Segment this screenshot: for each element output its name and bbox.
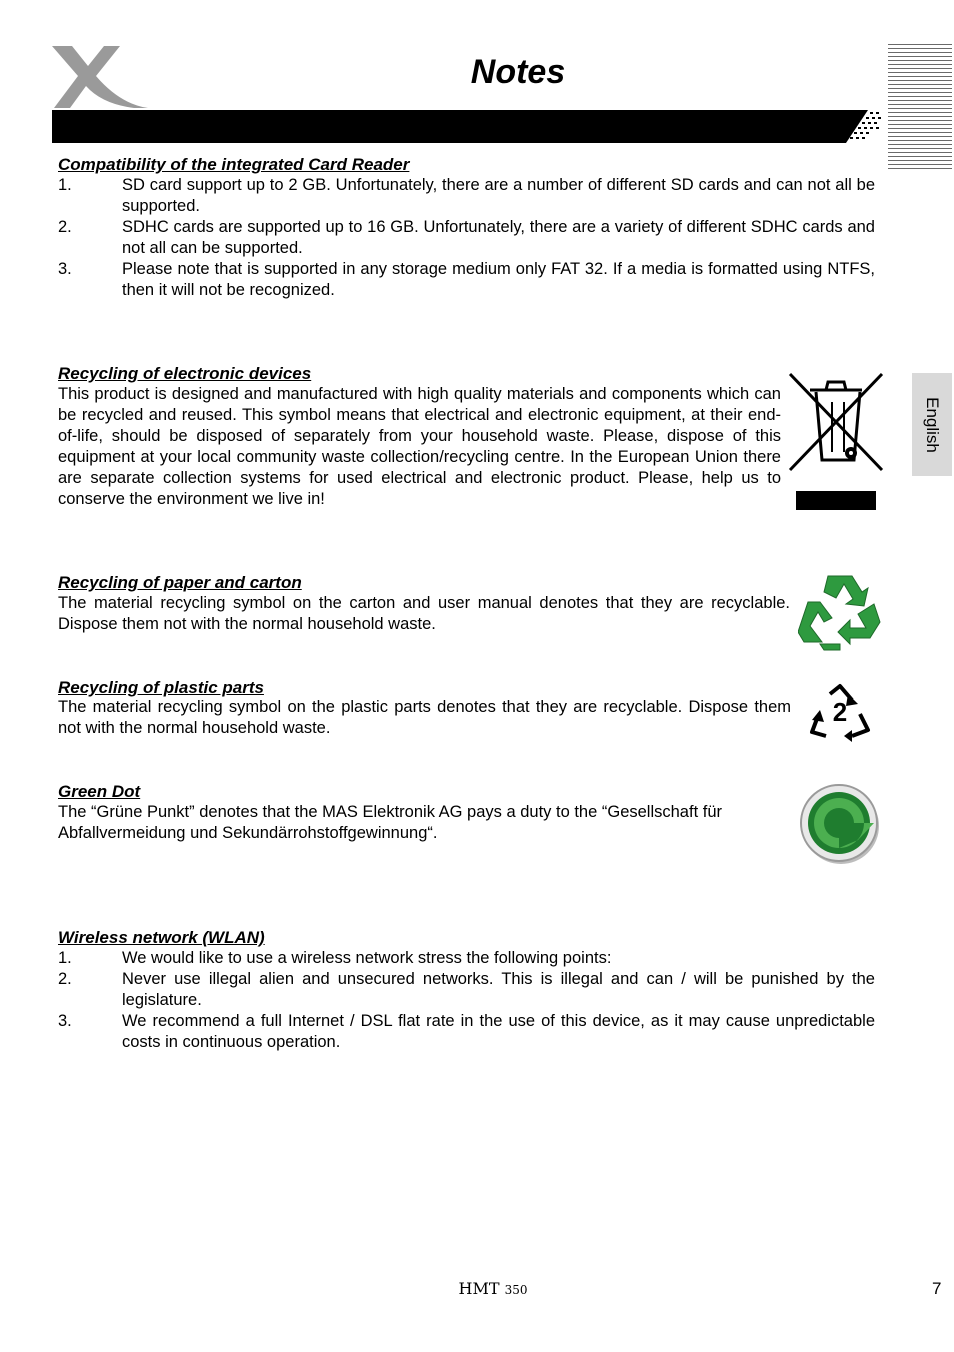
list-item-number: 2. [58, 970, 72, 988]
section-heading-paper: Recycling of paper and carton [58, 573, 302, 592]
language-tab [912, 373, 952, 476]
language-tab-label: English [923, 396, 942, 453]
footer-model-number: 350 [504, 1283, 528, 1297]
list-item [58, 948, 875, 969]
decorative-stripes [888, 44, 952, 172]
list-item-number: 1. [58, 949, 72, 967]
list-item-text: SD card support up to 2 GB. Unfortunately, there are a number of different SD cards and can not all be supported. [122, 176, 875, 215]
list-item-number: 3. [58, 260, 72, 278]
list-item [58, 259, 875, 301]
list-item [58, 969, 875, 1011]
page-number: 7 [932, 1279, 942, 1298]
electronic-text: This product is designed and manufactured with high quality materials and components which can be recycled and reused. This symbol means that electrical and electronic equipment, at their end-of-life, should be disposed of separately from your household waste. Please, dispose of this equipment at your local community waste collection/recycling centre. In the European Union there are separate collection systems for used electrical and electronic product. Please, help us to conserve the environment we live in! [58, 385, 781, 508]
green-dot-text: The “Grüne Punkt” denotes that the MAS Elektronik AG pays a duty to the “Gesellschaft für Abfallvermeidung und Sekundärrohstoffgewinnung“. [58, 803, 722, 842]
plastic-recycling-icon [808, 682, 872, 742]
list-item [58, 175, 875, 217]
plastic-text: The material recycling symbol on the plastic parts denotes that they are recyclable. Dispose them not with the normal household waste. [58, 698, 791, 737]
card-reader-list [58, 175, 875, 301]
section-heading-card-reader: Compatibility of the integrated Card Reader [58, 155, 410, 174]
paper-text: The material recycling symbol on the carton and user manual denotes that they are recyclable. Dispose them not with the normal household waste. [58, 594, 790, 633]
list-item-text: Please note that is supported in any storage medium only FAT 32. If a media is formatted using NTFS, then it will not be recognized. [122, 260, 875, 299]
list-item [58, 1011, 875, 1053]
title-bar [52, 110, 884, 143]
section-heading-plastic: Recycling of plastic parts [58, 678, 264, 697]
list-item-text: We would like to use a wireless network stress the following points: [122, 949, 612, 967]
section-heading-wlan: Wireless network (WLAN) [58, 928, 265, 947]
weee-bin-icon [788, 372, 884, 512]
wlan-list [58, 948, 875, 1053]
section-heading-green-dot: Green Dot [58, 782, 141, 801]
green-dot-icon [798, 782, 882, 866]
list-item [58, 217, 875, 259]
list-item-number: 3. [58, 1012, 72, 1030]
list-item-text: Never use illegal alien and unsecured networks. This is illegal and can / will be punished by the legislature. [122, 970, 875, 1009]
list-item-text: SDHC cards are supported up to 16 GB. Unfortunately, there are a variety of different SDHC cards and not all can be supported. [122, 218, 875, 257]
page-title: Notes [470, 53, 566, 91]
footer-model [0, 1279, 954, 1298]
list-item-text: We recommend a full Internet / DSL flat rate in the use of this device, as it may cause unpredictable costs in continuous operation. [122, 1012, 875, 1051]
plastic-symbol-number: 2 [832, 697, 848, 727]
title-bar-pattern [838, 110, 884, 143]
section-heading-electronic: Recycling of electronic devices [58, 364, 312, 383]
list-item-number: 2. [58, 218, 72, 236]
recycling-arrows-icon [798, 572, 882, 652]
list-item-number: 1. [58, 176, 72, 194]
footer-model-prefix: HMT [458, 1279, 500, 1298]
